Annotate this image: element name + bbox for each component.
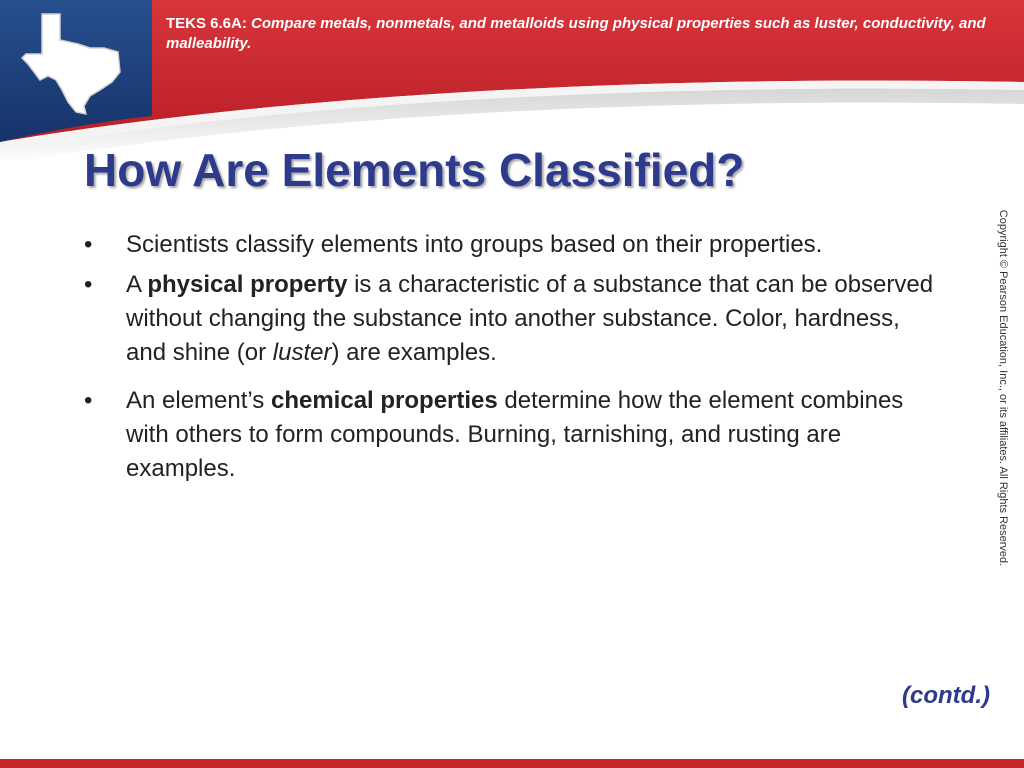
bullet-item: [84, 384, 944, 486]
bullet-term-italic: luster: [272, 339, 332, 366]
footer-bar: [0, 759, 1024, 768]
bullet-text: Scientists classify elements into groups based on their properties.: [126, 231, 823, 258]
bullet-list: [84, 228, 944, 492]
bullet-dot: •: [84, 271, 93, 298]
teks-code: TEKS 6.6A:: [166, 15, 247, 32]
bullet-text: An element’s: [126, 387, 271, 414]
copyright-notice: Copyright © Pearson Education, Inc., or its affiliates. All Rights Reserved.: [997, 209, 1009, 567]
bullet-item: [84, 268, 944, 370]
bullet-dot: •: [84, 387, 93, 414]
bullet-text: determine how the element combines with others to form compounds. Burning, tarnishing, and rusting are examples.: [126, 387, 904, 482]
teks-description: Compare metals, nonmetals, and metalloids using physical properties such as luster, conductivity, and malleability.: [166, 15, 986, 52]
bullet-item: [84, 228, 944, 262]
bullet-dot: •: [84, 231, 93, 258]
bullet-text: A: [126, 271, 148, 298]
slide-title: How Are Elements Classified?: [84, 144, 745, 196]
teks-standard: [166, 14, 986, 54]
bullet-text: is a characteristic of a substance that can be observed without changing the substance into another substance. Color, hardness, and shine (or: [126, 271, 934, 366]
bullet-term-bold: physical property: [147, 271, 348, 298]
bullet-text: ) are examples.: [331, 339, 497, 366]
texas-state-icon: [20, 10, 128, 116]
bullet-term-bold: chemical properties: [270, 387, 498, 414]
continued-label: (contd.): [902, 682, 990, 709]
